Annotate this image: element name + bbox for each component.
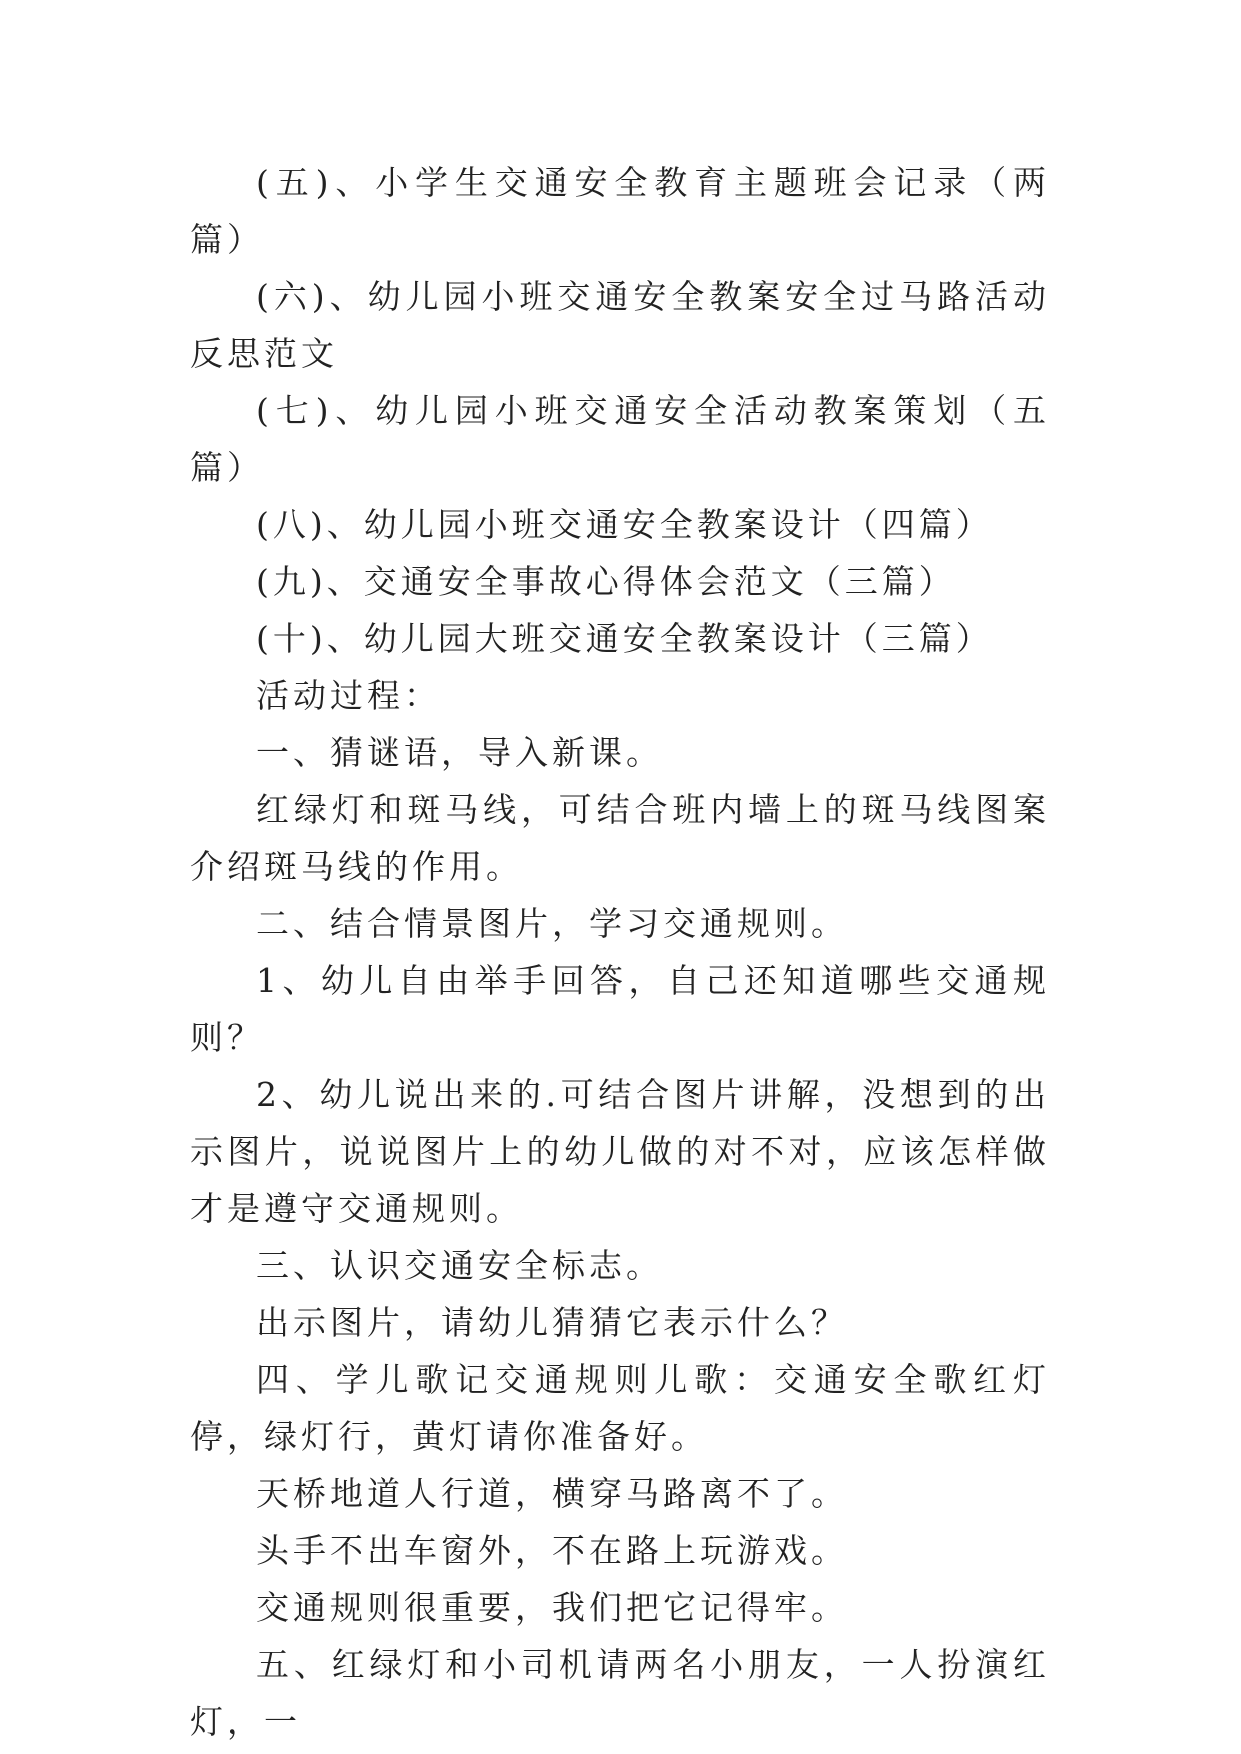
paragraph: 红绿灯和斑马线，可结合班内墙上的斑马线图案介绍斑马线的作用。 (190, 790, 1050, 886)
step-heading-4: 四、学儿歌记交通规则儿歌：交通安全歌红灯停，绿灯行，黄灯请你准备好。 (190, 1360, 1050, 1456)
paragraph-item-10: (十)、幼儿园大班交通安全教案设计（三篇） (256, 619, 993, 658)
step-heading-2: 二、结合情景图片，学习交通规则。 (256, 904, 848, 943)
paragraph-item-9: (九)、交通安全事故心得体会范文（三篇） (256, 562, 956, 601)
step-heading-5: 五、红绿灯和小司机请两名小朋友，一人扮演红灯，一 (190, 1645, 1050, 1741)
song-line: 天桥地道人行道，横穿马路离不了。 (256, 1474, 848, 1513)
paragraph-item-6: (六)、幼儿园小班交通安全教案安全过马路活动反思范文 (190, 277, 1050, 373)
song-line: 交通规则很重要，我们把它记得牢。 (256, 1588, 848, 1627)
paragraph-item-5: (五)、小学生交通安全教育主题班会记录（两篇） (190, 163, 1050, 259)
paragraph-item-8: (八)、幼儿园小班交通安全教案设计（四篇） (256, 505, 993, 544)
paragraph: 1、幼儿自由举手回答，自己还知道哪些交通规则？ (190, 961, 1050, 1057)
document-body (190, 154, 1050, 1750)
paragraph: 出示图片，请幼儿猜猜它表示什么？ (256, 1303, 848, 1342)
step-heading-3: 三、认识交通安全标志。 (256, 1246, 663, 1285)
paragraph-item-7: (七)、幼儿园小班交通安全活动教案策划（五篇） (190, 391, 1050, 487)
song-line: 头手不出车窗外，不在路上玩游戏。 (256, 1531, 848, 1570)
paragraph: 2、幼儿说出来的.可结合图片讲解，没想到的出示图片，说说图片上的幼儿做的对不对，应该怎样做才是遵守交通规则。 (190, 1075, 1050, 1228)
section-heading-process: 活动过程： (256, 676, 441, 715)
step-heading-1: 一、猜谜语，导入新课。 (256, 733, 663, 772)
